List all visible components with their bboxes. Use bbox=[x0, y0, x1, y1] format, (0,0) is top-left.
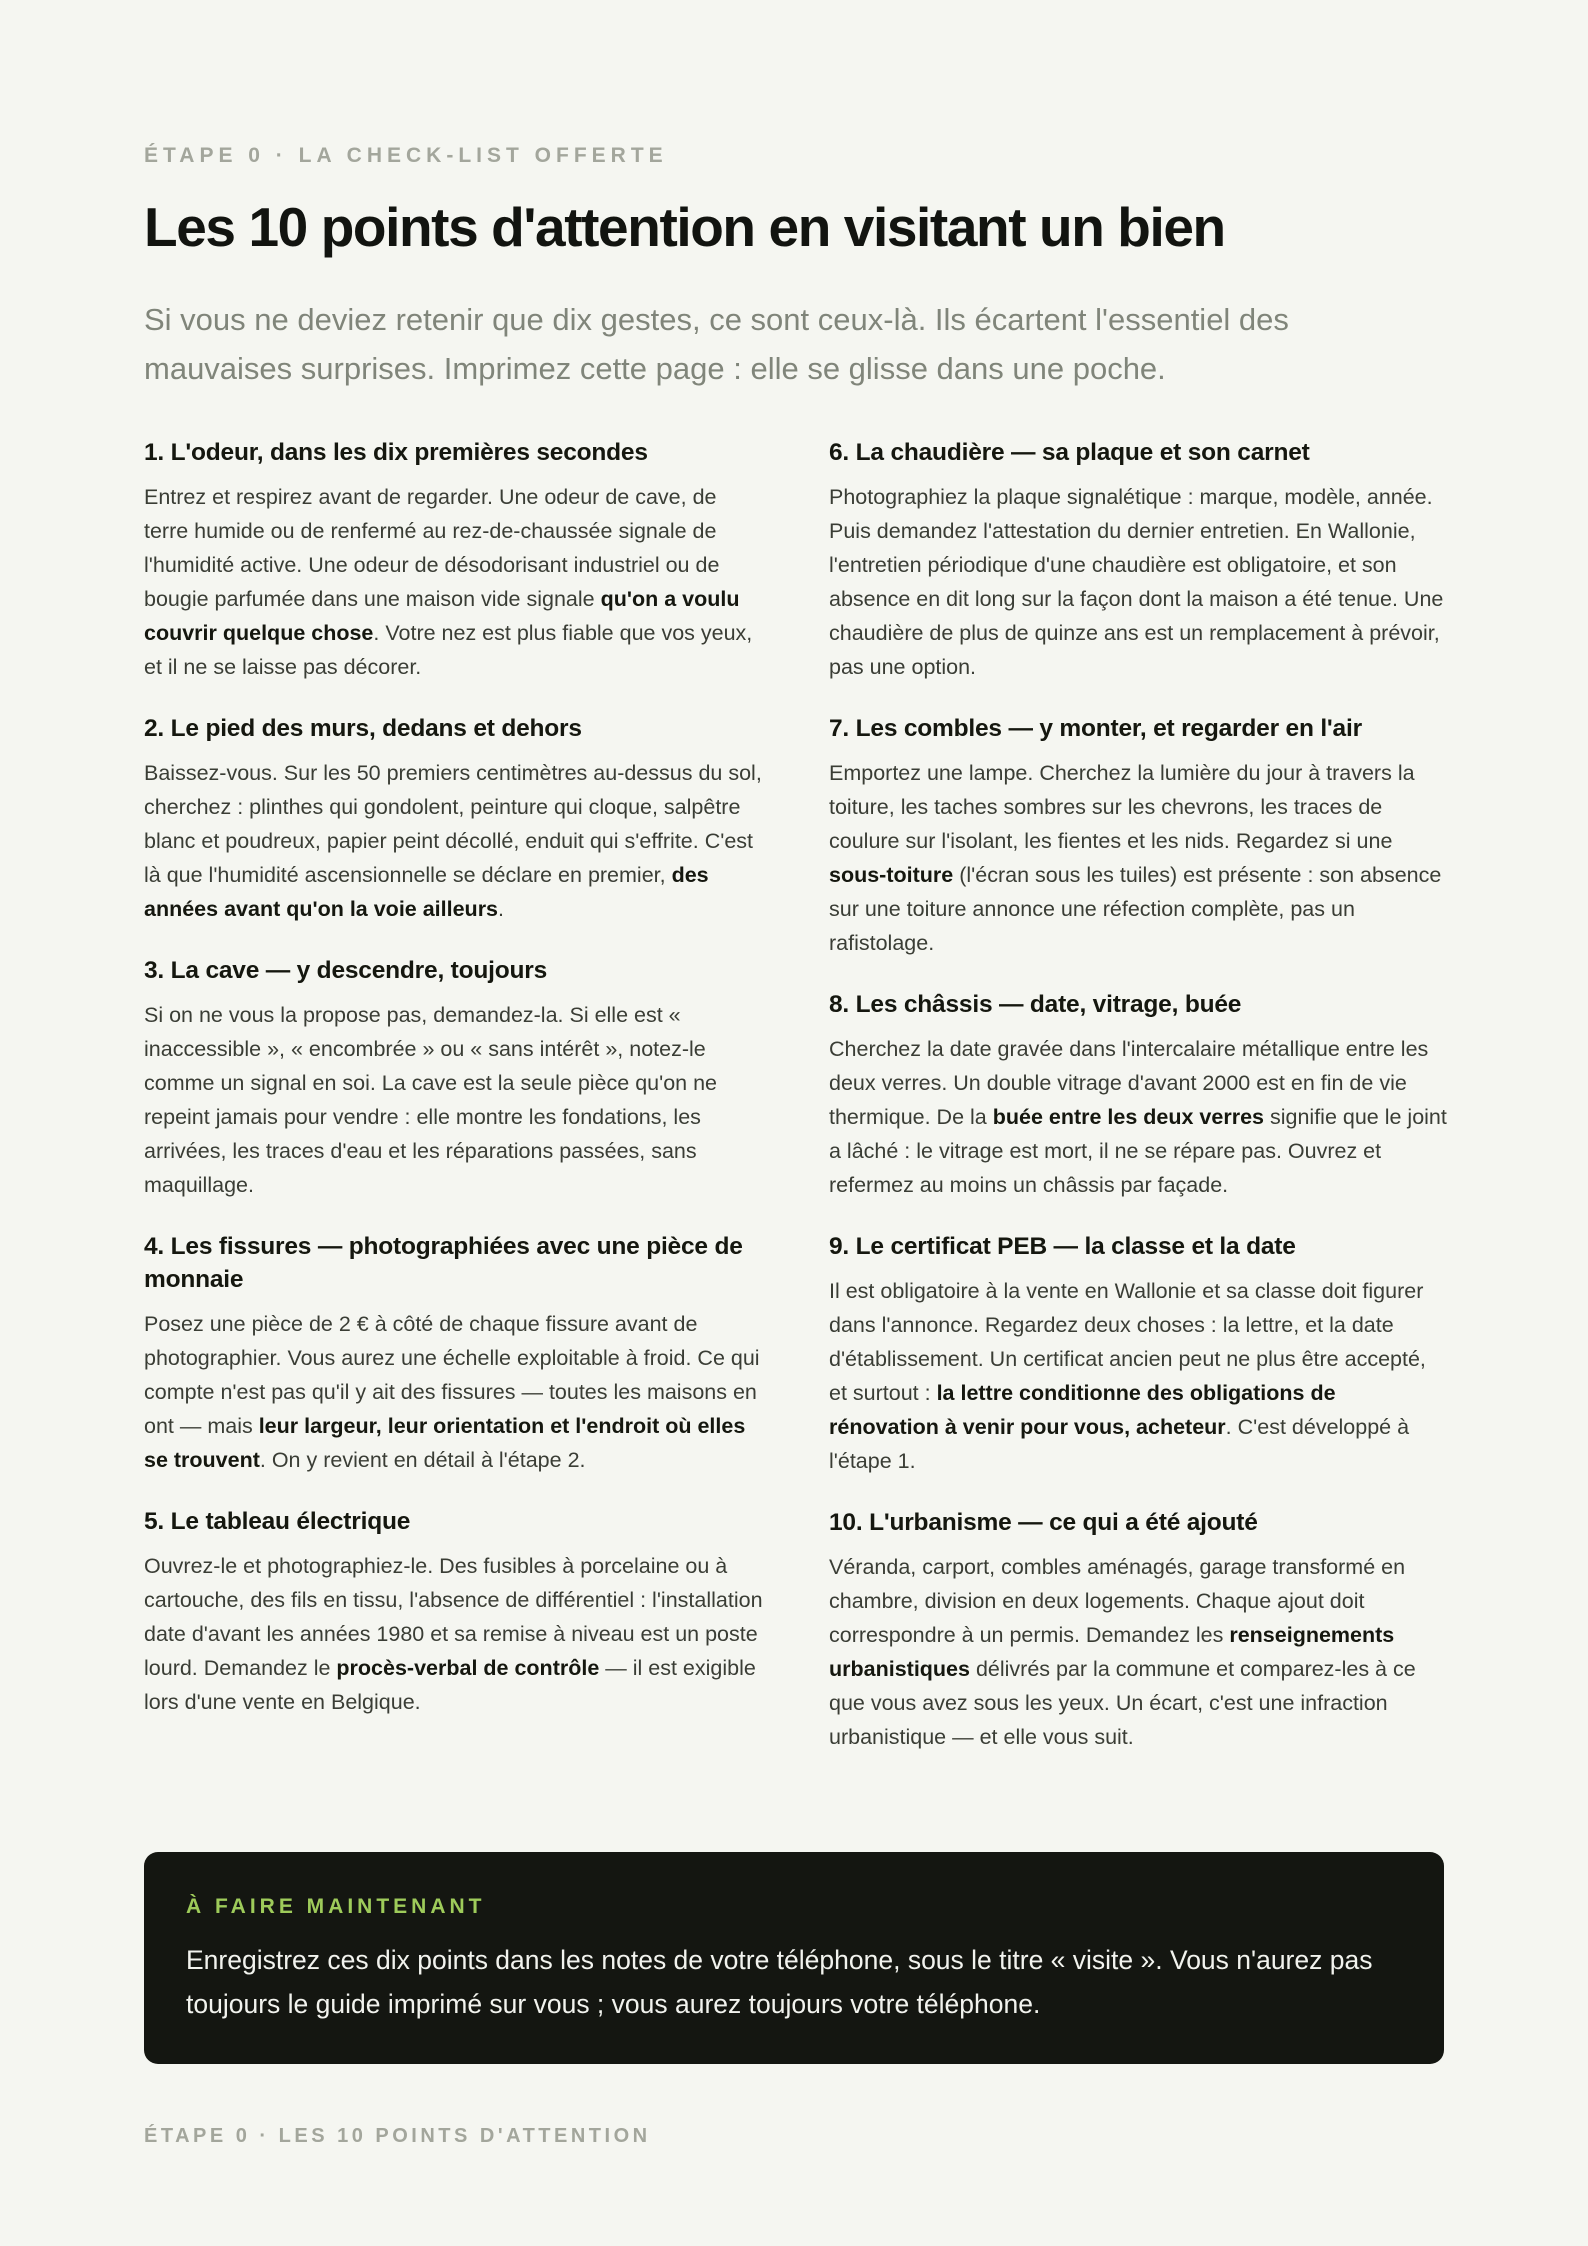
checklist-column-left bbox=[144, 436, 764, 1747]
checklist-item bbox=[829, 712, 1447, 960]
item-body-emphasis: qu'on a voulu couvrir quelque chose bbox=[144, 587, 740, 645]
item-body-emphasis: des années avant qu'on la voie ailleurs bbox=[144, 863, 709, 921]
page-title: Les 10 points d'attention en visitant un bien bbox=[144, 196, 1225, 258]
item-title: 7. Les combles — y monter, et regarder en l'air bbox=[829, 715, 1362, 742]
item-body-text: . Votre nez est plus fiable que vos yeux, et il ne se laisse pas décorer. bbox=[144, 621, 753, 679]
item-body-text: Ouvrez-le et photographiez-le. Des fusibles à porcelaine ou à cartouche, des fils en tissu, l'absence de différentiel : l'installation date d'avant les années 1980 et sa remise à niveau est un poste lourd. Demandez le bbox=[144, 1554, 763, 1680]
item-body-emphasis: sous-toiture bbox=[829, 863, 954, 887]
item-body-text: . C'est développé à l'étape 1. bbox=[829, 1415, 1410, 1473]
item-body bbox=[829, 756, 1447, 960]
item-title: 5. Le tableau électrique bbox=[144, 1508, 411, 1535]
item-body-text: Cherchez la date gravée dans l'intercalaire métallique entre les deux verres. Un double vitrage d'avant 2000 est en fin de vie thermique. De la bbox=[829, 1037, 1429, 1129]
callout-text: Enregistrez ces dix points dans les notes de votre téléphone, sous le titre « visite ». Vous n'aurez pas toujours le guide imprimé sur vous ; vous aurez toujours votre téléphone. bbox=[186, 1945, 1373, 2019]
item-body bbox=[829, 1274, 1447, 1478]
checklist-item bbox=[829, 436, 1447, 684]
item-body bbox=[829, 1032, 1447, 1202]
item-body-text: Emportez une lampe. Cherchez la lumière du jour à travers la toiture, les taches sombres sur les chevrons, les traces de coulure sur l'isolant, les fientes et les nids. Regardez si une bbox=[829, 761, 1415, 853]
item-body-text: Photographiez la plaque signalétique : marque, modèle, année. Puis demandez l'attestation du dernier entretien. En Wallonie, l'entretien périodique d'une chaudière est obligatoire, et son absence en dit long sur la façon dont la maison a été tenue. Une chaudière de plus de quinze ans est un remplacement à prévoir, pas une option. bbox=[829, 485, 1444, 679]
item-body bbox=[829, 1550, 1447, 1754]
item-body-text: Baissez-vous. Sur les 50 premiers centimètres au-dessus du sol, cherchez : plinthes qui gondolent, peinture qui cloque, salpêtre blanc et poudreux, papier peint décollé, enduit qui s'effrite. C'est là que l'humidité ascensionnelle se déclare en premier, bbox=[144, 761, 762, 887]
lead-paragraph: Si vous ne deviez retenir que dix gestes, ce sont ceux-là. Ils écartent l'essentiel des mauvaises surprises. Imprimez cette page : elle se glisse dans une poche. bbox=[144, 302, 1289, 386]
item-body-emphasis: la lettre conditionne des obligations de rénovation à venir pour vous, acheteur bbox=[829, 1381, 1336, 1439]
item-body-text: (l'écran sous les tuiles) est présente : son absence sur une toiture annonce une réfection complète, pas un rafistolage. bbox=[829, 863, 1442, 955]
item-body-text: signifie que le joint a lâché : le vitrage est mort, il ne se répare pas. Ouvrez et refermez au moins un châssis par façade. bbox=[829, 1105, 1447, 1197]
item-body bbox=[144, 480, 764, 684]
item-title: 1. L'odeur, dans les dix premières secondes bbox=[144, 439, 648, 466]
item-body-text: délivrés par la commune et comparez-les à ce que vous avez sous les yeux. Un écart, c'est une infraction urbanistique — et elle vous suit. bbox=[829, 1657, 1416, 1749]
item-body-text: Il est obligatoire à la vente en Wallonie et sa classe doit figurer dans l'annonce. Regardez deux choses : la lettre, et la date d'établissement. Un certificat ancien peut ne plus être accepté, et surtout : bbox=[829, 1279, 1426, 1405]
callout-label: À FAIRE MAINTENANT bbox=[186, 1895, 486, 1918]
section-eyebrow: ÉTAPE 0 · LA CHECK-LIST OFFERTE bbox=[144, 144, 668, 167]
item-body-emphasis: renseignements urbanistiques bbox=[829, 1623, 1395, 1681]
page-footer: ÉTAPE 0 · LES 10 POINTS D'ATTENTION bbox=[144, 2125, 651, 2147]
item-body-emphasis: buée entre les deux verres bbox=[992, 1105, 1264, 1129]
item-body-text: Entrez et respirez avant de regarder. Une odeur de cave, de terre humide ou de renfermé au rez-de-chaussée signale de l'humidité active. Une odeur de désodorisant industriel ou de bougie parfumée dans une maison vide signale bbox=[144, 485, 720, 611]
action-callout bbox=[144, 1852, 1444, 2064]
item-title: 6. La chaudière — sa plaque et son carnet bbox=[829, 439, 1310, 466]
item-body-text: . On y revient en détail à l'étape 2. bbox=[259, 1448, 586, 1472]
item-body-text: Posez une pièce de 2 € à côté de chaque fissure avant de photographier. Vous aurez une échelle exploitable à froid. Ce qui compte n'est pas qu'il y ait des fissures — toutes les maisons en ont — mais bbox=[144, 1312, 760, 1438]
checklist-item bbox=[144, 954, 764, 1202]
item-body bbox=[144, 1549, 764, 1719]
checklist-item bbox=[144, 1230, 764, 1477]
item-body bbox=[144, 998, 764, 1202]
item-title: 10. L'urbanisme — ce qui a été ajouté bbox=[829, 1509, 1258, 1536]
item-body-text: Si on ne vous la propose pas, demandez-la. Si elle est « inaccessible », « encombrée » ou « sans intérêt », notez-le comme un signal en soi. La cave est la seule pièce qu'on ne repeint jamais pour vendre : elle montre les fondations, les arrivées, les traces d'eau et les réparations passées, sans maquillage. bbox=[144, 1003, 718, 1197]
item-body-text: — il est exigible lors d'une vente en Belgique. bbox=[144, 1656, 756, 1714]
item-body bbox=[144, 1307, 764, 1477]
checklist-item bbox=[144, 1505, 764, 1719]
item-title: 3. La cave — y descendre, toujours bbox=[144, 957, 548, 984]
checklist-item bbox=[829, 988, 1447, 1202]
item-body-text: Véranda, carport, combles aménagés, garage transformé en chambre, division en deux logements. Chaque ajout doit correspondre à un permis. Demandez les bbox=[829, 1555, 1406, 1647]
checklist-item bbox=[144, 712, 764, 926]
item-title: 4. Les fissures — photographiées avec une pièce de monnaie bbox=[144, 1233, 743, 1293]
item-title: 2. Le pied des murs, dedans et dehors bbox=[144, 715, 582, 742]
item-body bbox=[144, 756, 764, 926]
item-body bbox=[829, 480, 1447, 684]
checklist-item bbox=[144, 436, 764, 684]
checklist-column-right bbox=[829, 436, 1447, 1782]
item-body-text: . bbox=[498, 897, 504, 921]
item-body-emphasis: procès-verbal de contrôle bbox=[336, 1656, 600, 1680]
checklist-item bbox=[829, 1230, 1447, 1478]
item-body-emphasis: leur largeur, leur orientation et l'endroit où elles se trouvent bbox=[144, 1414, 746, 1472]
item-title: 9. Le certificat PEB — la classe et la date bbox=[829, 1233, 1296, 1260]
checklist-item bbox=[829, 1506, 1447, 1754]
item-title: 8. Les châssis — date, vitrage, buée bbox=[829, 991, 1242, 1018]
